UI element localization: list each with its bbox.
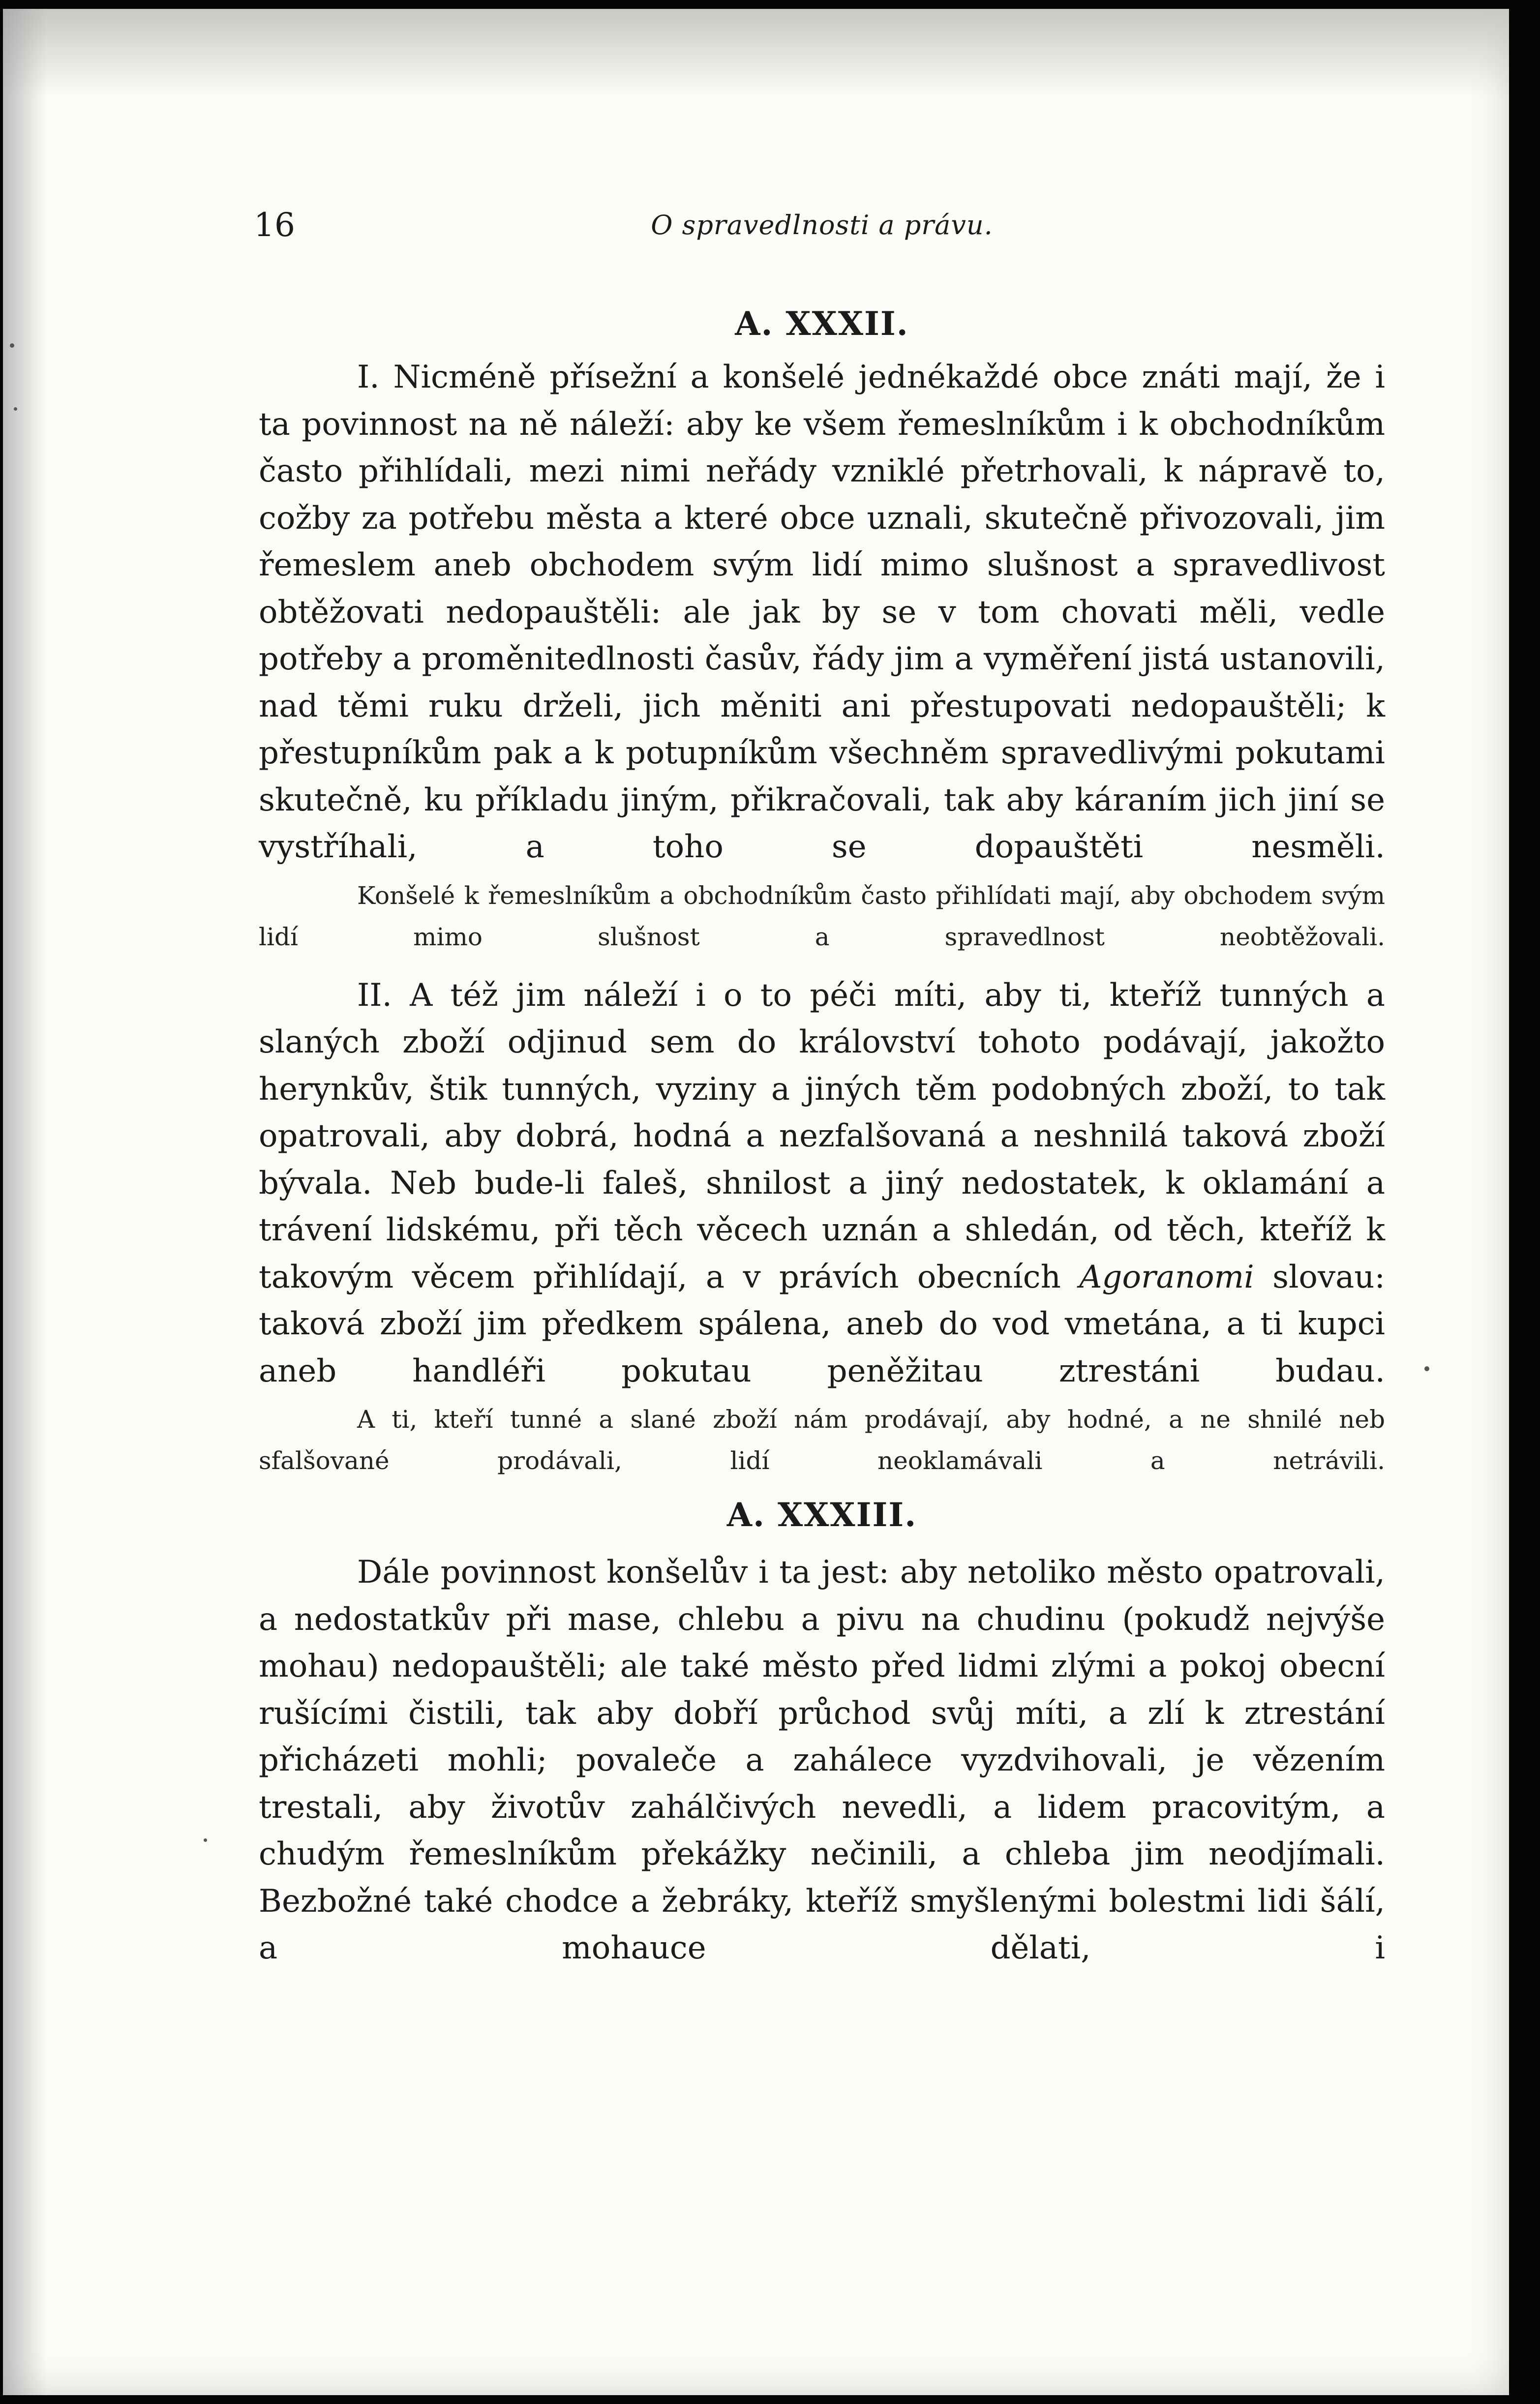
- paragraph-ii-text-start: II. A též jim náleží i o to péči míti, aby ti, kteříž tunných a slaných zboží odjinud sem do království tohoto podávají, jakožto herynkův, štik tunných, vyziny a jiných těm podobných zboží, to tak opatrovali, aby dobrá, hodná a nezfalšovaná a neshnilá taková zboží bývala. Neb bude-li faleš, shnilost a jiný nedostatek, k oklamání a trávení lidskému, při těch věcech uznán a shledán, od těch, kteříž k takovým věcem přihlídají, a v právích obecních: [259, 977, 1385, 1295]
- scan-left-shadow: [3, 9, 47, 2395]
- dust-speck: [10, 343, 14, 348]
- dust-speck: [1424, 1366, 1429, 1371]
- running-head: [254, 201, 1385, 250]
- marginal-summary-i: Konšelé k řemeslníkům a obchodníkům často přihlídati mají, aby obchodem svým lidí mimo slušnost a spravedlnost neobtěžovali.: [259, 881, 1385, 951]
- running-title: O spravedlnosti a právu.: [651, 210, 993, 240]
- scan-top-shadow: [3, 9, 1509, 97]
- book-page: [3, 9, 1509, 2395]
- dust-speck: [204, 1838, 207, 1842]
- page-number: 16: [254, 206, 295, 244]
- paragraph-xxxiii: Dále povinnost konšelův i ta jest: aby netoliko město opatrovali, a nedostatkův při mase, chlebu a pivu na chudinu (pokudž nejvýše mohau) nedopauštěli; ale také město před lidmi zlými a pokoj obecní rušícími čistili, tak aby dobří průchod svůj míti, a zlí k ztrestání přicházeti mohli; povaleče a zahálece vyzdvihovali, je vězením trestali, aby životův zahálčivých nevedli, a lidem pracovitým, a chudým řemeslníkům překážky nečinili, a chleba jim neodjímali. Bezbožné také chodce a žebráky, kteříž smyšlenými bolestmi lidi šálí, a mohauce dělati, i: [259, 1554, 1385, 1966]
- paragraph-i: I. Nicméně přísežní a konšelé jednékaždé obce znáti mají, že i ta povinnost na ně náleží: aby ke všem řemeslníkům i k obchodníkům často přihlídali, mezi nimi neřády vzniklé přetrhovali, k nápravě to, cožby za potřebu města a které obce uznali, skutečně přivozovali, jim řemeslem aneb obchodem svým lidí mimo slušnost a spravedlivost obtěžovati nedopauštěli: ale jak by se v tom chovati měli, vedle potřeby a proměnitedlnosti časův, řády jim a vyměření jistá ustanovili, nad těmi ruku drželi, jich měniti ani přestupovati nedopauštěli; k přestupníkům pak a k potupníkům všechněm spravedlivými pokutami skutečně, ku příkladu jiným, přikračovali, tak aby káraním jich jiní se vystříhali, a toho se dopauštěti nesměli.: [259, 359, 1385, 865]
- marginal-summary-ii: A ti, kteří tunné a slané zboží nám prodávají, aby hodné, a ne shnilé neb sfalšované prodávali, lidí neoklamávali a netrávili.: [259, 1405, 1385, 1475]
- paragraph-ii: [259, 972, 1385, 1395]
- paragraph-ii-text-end: slovau: taková zboží jim předkem spálena, aneb do vod vmetána, a ti kupci aneb handléři pokutau peněžitau ztrestáni budau.: [259, 1259, 1386, 1389]
- article-heading-xxxii: A. XXXII.: [735, 304, 909, 343]
- article-heading-xxxiii: A. XXXIII.: [726, 1496, 917, 1534]
- text-block: [254, 201, 1386, 1972]
- dust-speck: [14, 407, 17, 411]
- italic-term-agoranomi: Agoranomi: [1079, 1259, 1254, 1295]
